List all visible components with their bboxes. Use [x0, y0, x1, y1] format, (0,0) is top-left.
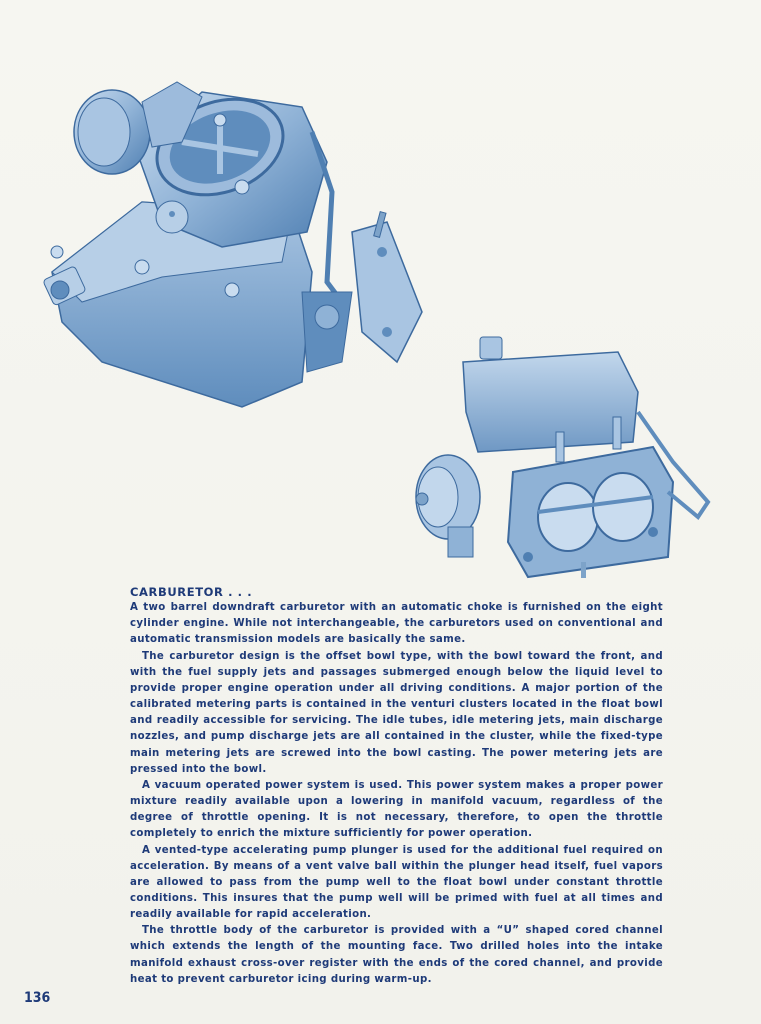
- paragraph-accelerating-pump: A vented-type accelerating pump plunger is used for the additional fuel required on acceleration. By means of a vent valve ball within the plunger head itself, fuel vapors are allowed to pass from the pump well to the float bowl under constant throttle conditions. This insures that the pump well will be primed with fuel at all times and readily available for rapid acceleration.: [130, 844, 663, 921]
- article-body: [130, 584, 663, 988]
- paragraph-throttle-body: The throttle body of the carburetor is provided with a “U” shaped cored channel which extends the length of the mounting face. Two drilled holes into the intake manifold exhaust cross-over register with the ends of the cored channel, and provide heat to prevent carburetor icing during warm-up.: [130, 925, 663, 985]
- paragraph-bowl-design: The carburetor design is the offset bowl type, with the bowl toward the front, and with the fuel supply jets and passages submerged enough below the liquid level to provide proper engine operation under all driving conditions. A major portion of the calibrated metering parts is contained in the venturi clusters located in the float bowl and readily accessible for servicing. The idle tubes, idle metering jets, main discharge nozzles, and pump discharge jets are all contained in the cluster, while the fixed-type main metering jets are screwed into the bowl casting. The power metering jets are pressed into the bowl.: [130, 650, 663, 775]
- page-number: 136: [24, 990, 51, 1006]
- carburetor-throttle-body-illustration: [408, 332, 718, 582]
- section-heading: CARBURETOR . . .: [130, 585, 253, 599]
- paragraph-intro: A two barrel downdraft carburetor with an automatic choke is furnished on the eight cylinder engine. While not interchangeable, the carburetors used on conventional and automatic transmission models are basically the same.: [130, 602, 663, 646]
- paragraph-power-system: A vacuum operated power system is used. This power system makes a proper power mixture readily available upon a lowering in manifold vacuum, regardless of the degree of throttle opening. It is not necessary, therefore, to open the throttle completely to enrich the mixture sufficiently for power operation.: [130, 779, 663, 840]
- carburetor-top-illustration: [42, 62, 432, 412]
